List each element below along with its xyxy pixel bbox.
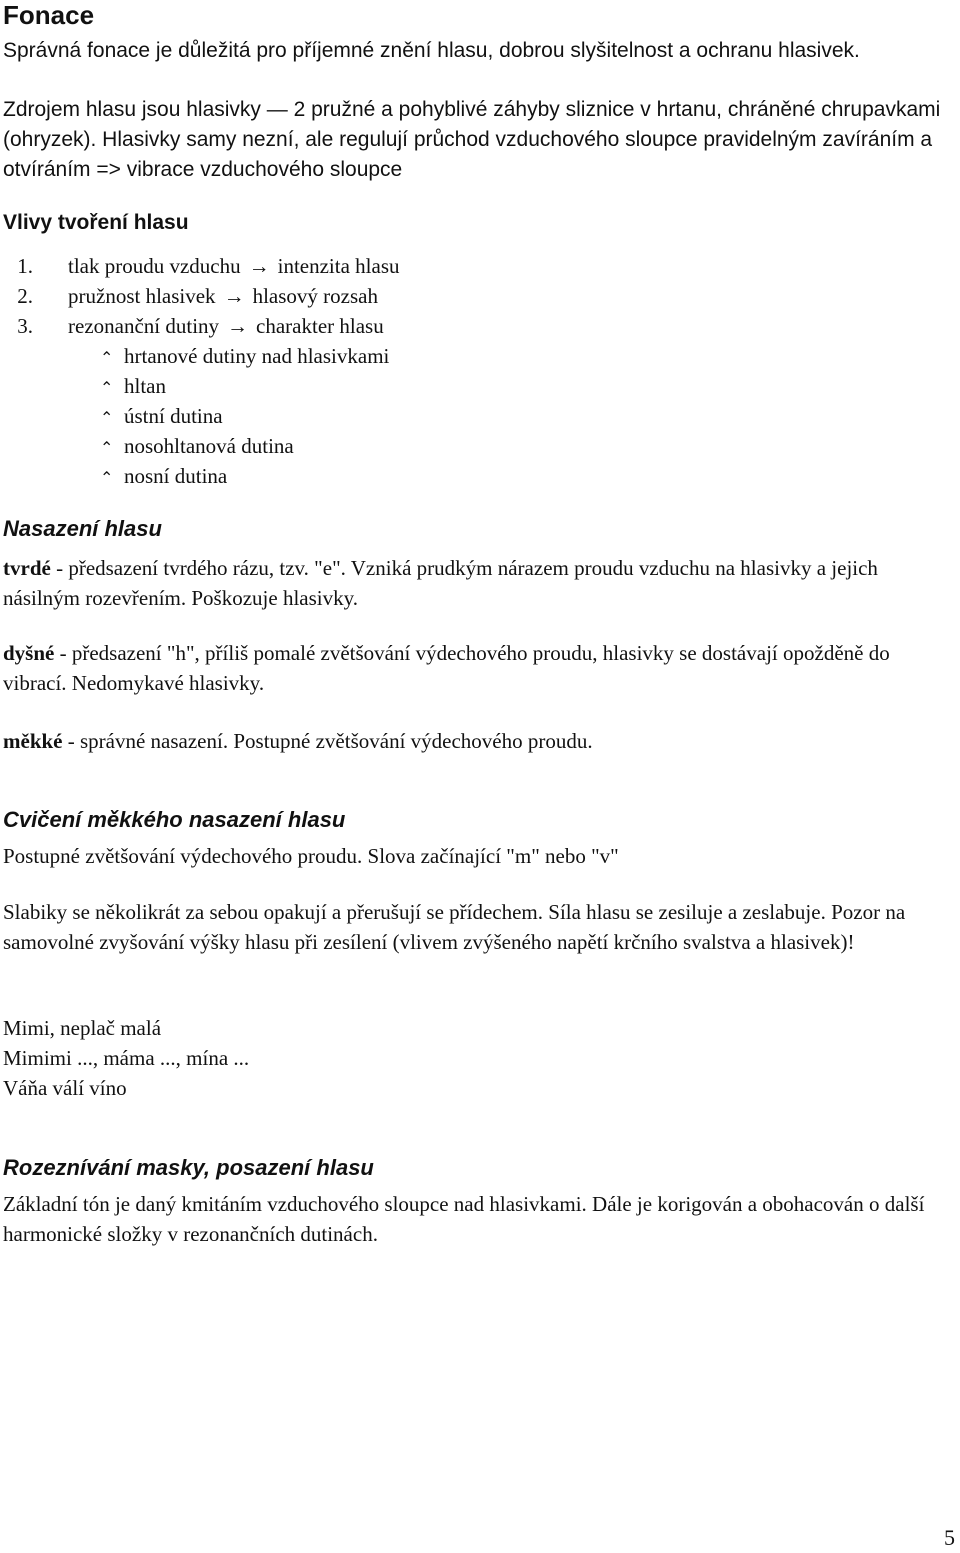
paragraph-tvrde	[3, 553, 943, 613]
heading-rozeznavani: Rozeznívání masky, posazení hlasu	[3, 1155, 374, 1180]
paragraph-zdrojem-hlasu: Zdrojem hlasu jsou hlasivky — 2 pružné a pohyblivé záhyby sliznice v hrtanu, chráněné chrupavkami (ohryzek). Hlasivky samy nezní, ale regulují průchod vzduchového sloupce pravidelným zavíráním a otvíráním => vibrace vzduchového sloupce	[3, 98, 941, 181]
caret-up-icon: ⌃	[100, 380, 114, 397]
sub-list-text: hltan	[124, 374, 166, 398]
caret-up-icon: ⌃	[100, 410, 114, 427]
exercise-line: Váňa válí víno	[3, 1076, 127, 1100]
sub-list-item	[100, 461, 227, 494]
heading-fonace: Fonace	[3, 0, 95, 30]
list-item-right: intenzita hlasu	[277, 254, 400, 278]
arrow-right-icon: →	[227, 314, 249, 338]
exercise-line: Mimi, neplač malá	[3, 1016, 162, 1040]
exercise-line: Mimimi ..., máma ..., mína ...	[3, 1046, 250, 1070]
list-item-1	[3, 251, 400, 281]
list-number: 1.	[17, 254, 33, 278]
list-item-2	[3, 281, 378, 311]
term-tvrde: tvrdé	[3, 556, 51, 580]
sub-list-text: hrtanové dutiny nad hlasivkami	[124, 344, 390, 368]
list-item-left: tlak proudu vzduchu	[68, 254, 241, 278]
definition-dysne: - předsazení "h", příliš pomalé zvětšování výdechového proudu, hlasivky se dostávají opožděně do vibrací. Nedomykavé hlasivky.	[3, 641, 890, 695]
caret-up-icon: ⌃	[100, 440, 114, 457]
arrow-right-icon: →	[248, 254, 270, 278]
sub-list-text: nosohltanová dutina	[124, 434, 294, 458]
heading-nasazeni: Nasazení hlasu	[3, 516, 162, 541]
paragraph-fonace-intro: Správná fonace je důležitá pro příjemné znění hlasu, dobrou slyšitelnost a ochranu hlasivek.	[3, 39, 860, 62]
term-mekke: měkké	[3, 729, 63, 753]
definition-tvrde: - předsazení tvrdého rázu, tzv. "e". Vzniká prudkým nárazem proudu vzduchu na hlasivky a jejich násilným rozevřením. Poškozuje hlasivky.	[3, 556, 878, 610]
list-number: 2.	[17, 284, 33, 308]
caret-up-icon: ⌃	[100, 470, 114, 487]
definition-mekke: - správné nasazení. Postupné zvětšování výdechového proudu.	[62, 729, 593, 753]
list-item-3	[3, 311, 384, 341]
sub-list-item	[100, 401, 223, 434]
heading-vlivy: Vlivy tvoření hlasu	[3, 211, 189, 234]
sub-list-item	[100, 431, 294, 464]
list-item-right: hlasový rozsah	[252, 284, 378, 308]
arrow-right-icon: →	[223, 284, 245, 308]
paragraph-cviceni-1: Postupné zvětšování výdechového proudu. Slova začínající "m" nebo "v"	[3, 844, 619, 868]
list-item-left: rezonanční dutiny	[68, 314, 220, 338]
term-dysne: dyšné	[3, 641, 55, 665]
sub-list-item	[100, 371, 166, 404]
paragraph-rozeznavani: Základní tón je daný kmitáním vzduchového sloupce nad hlasivkami. Dále je korigován a obohacován o další harmonické složky v rezonančních dutinách.	[3, 1192, 925, 1246]
list-item-left: pružnost hlasivek	[68, 284, 216, 308]
sub-list-item	[100, 341, 389, 374]
paragraph-cviceni-2: Slabiky se několikrát za sebou opakují a přerušují se přídechem. Síla hlasu se zesiluje a zeslabuje. Pozor na samovolné zvyšování výšky hlasu při zesílení (vlivem zvýšeného napětí krčního svalstva a hlasivek)!	[3, 900, 906, 954]
sub-list-text: ústní dutina	[124, 404, 223, 428]
caret-up-icon: ⌃	[100, 350, 114, 367]
paragraph-dysne	[3, 638, 943, 698]
list-number: 3.	[17, 314, 33, 338]
paragraph-mekke	[3, 726, 943, 756]
sub-list-text: nosní dutina	[124, 464, 228, 488]
page-number: 5	[944, 1525, 955, 1550]
list-item-right: charakter hlasu	[256, 314, 384, 338]
heading-cviceni: Cvičení měkkého nasazení hlasu	[3, 807, 346, 832]
